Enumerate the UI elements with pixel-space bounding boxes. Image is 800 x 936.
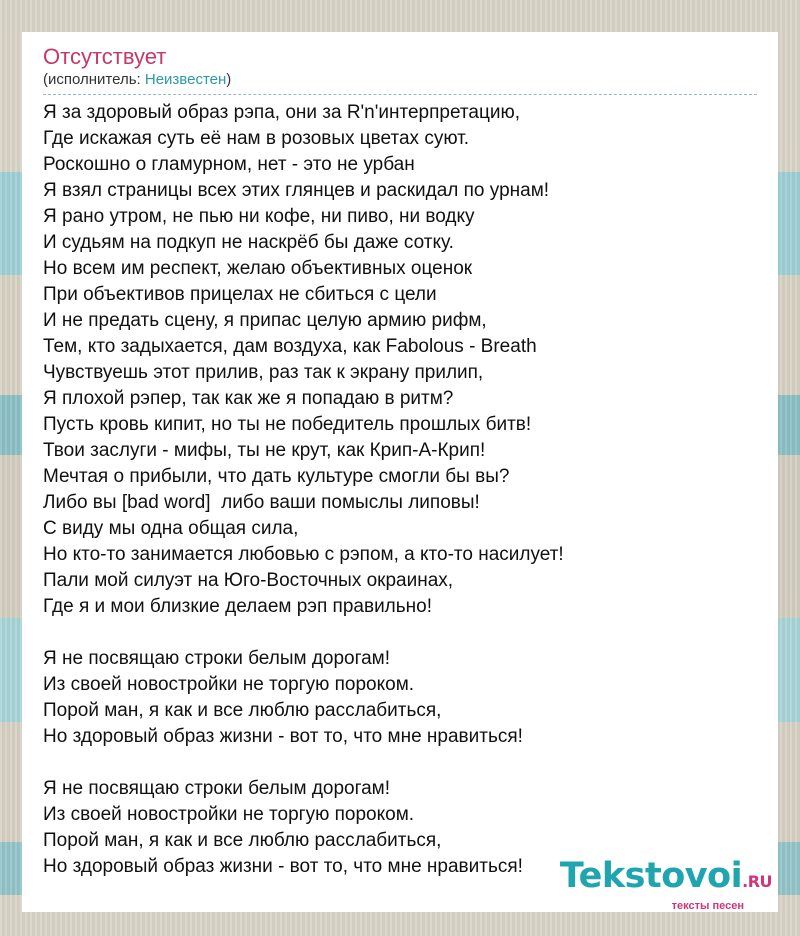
lyrics-line: Мечтая о прибыли, что дать культуре смогли бы вы? (43, 466, 510, 487)
lyrics-body (43, 100, 757, 880)
lyrics-line: Но здоровый образ жизни - вот то, что мне нравиться! (43, 726, 523, 747)
lyrics-line: И не предать сцену, я припас целую армию рифм, (43, 310, 487, 331)
lyrics-line: Я плохой рэпер, так как же я попадаю в ритм? (43, 388, 454, 409)
lyrics-line: Тем, кто задыхается, дам воздуха, как Fabolous - Breath (43, 336, 537, 357)
song-title: Отсутствует (43, 44, 167, 69)
lyrics-line: Из своей новостройки не торгую пороком. (43, 674, 415, 695)
lyrics-line: Из своей новостройки не торгую пороком. (43, 804, 415, 825)
site-logo[interactable] (560, 858, 772, 912)
lyrics-line: При объективов прицелах не сбиться с цели (43, 284, 437, 305)
lyrics-line: Пали мой силуэт на Юго-Восточных окраинах, (43, 570, 454, 591)
lyrics-line: Но всем им респект, желаю объективных оценок (43, 258, 473, 279)
artist-link[interactable]: Неизвестен (144, 71, 227, 88)
lyrics-line: Пусть кровь кипит, но ты не победитель прошлых битв! (43, 414, 532, 435)
lyrics-line: Твои заслуги - мифы, ты не крут, как Крип-А-Крип! (43, 440, 486, 461)
lyrics-stanza (43, 100, 757, 620)
lyrics-line: Я за здоровый образ рэпа, они за R'n'интерпретацию, (43, 102, 520, 123)
lyrics-line: Но здоровый образ жизни - вот то, что мне нравиться! (43, 856, 523, 877)
artist-suffix: ) (226, 71, 232, 88)
logo-name: Tekstovoi (559, 856, 743, 896)
lyrics-line: Где я и мои близкие делаем рэп правильно! (43, 596, 433, 617)
lyrics-line: Либо вы [bad word] либо ваши помыслы липовы! (43, 492, 480, 513)
lyrics-line: Я не посвящаю строки белым дорогам! (43, 778, 391, 799)
lyrics-line: Порой ман, я как и все люблю расслабиться, (43, 830, 442, 851)
lyrics-line: Но кто-то занимается любовью с рэпом, а кто-то насилует! (43, 544, 564, 565)
lyrics-line: Чувствуешь этот прилив, раз так к экрану прилип, (43, 362, 484, 383)
lyrics-line: Я не посвящаю строки белым дорогам! (43, 648, 391, 669)
artist-prefix: (исполнитель: (43, 71, 145, 88)
lyrics-line: Роскошно о гламурном, нет - это не урбан (43, 154, 415, 175)
lyrics-line: С виду мы одна общая сила, (43, 518, 299, 539)
artist-line (43, 70, 757, 90)
lyrics-line: Я рано утром, не пью ни кофе, ни пиво, ни водку (43, 206, 475, 227)
lyrics-card (22, 32, 778, 912)
logo-tld: .RU (742, 872, 772, 891)
lyrics-line: Я взял страницы всех этих глянцев и раскидал по урнам! (43, 180, 550, 201)
title-divider (43, 94, 757, 95)
logo-tagline: тексты песен (671, 900, 744, 912)
lyrics-line: Порой ман, я как и все люблю расслабиться, (43, 700, 442, 721)
lyrics-line: Где искажая суть её нам в розовых цветах суют. (43, 128, 470, 149)
lyrics-line: И судьям на подкуп не наскрёб бы даже сотку. (43, 232, 454, 253)
lyrics-stanza (43, 646, 757, 750)
logo-wordmark (560, 858, 772, 900)
